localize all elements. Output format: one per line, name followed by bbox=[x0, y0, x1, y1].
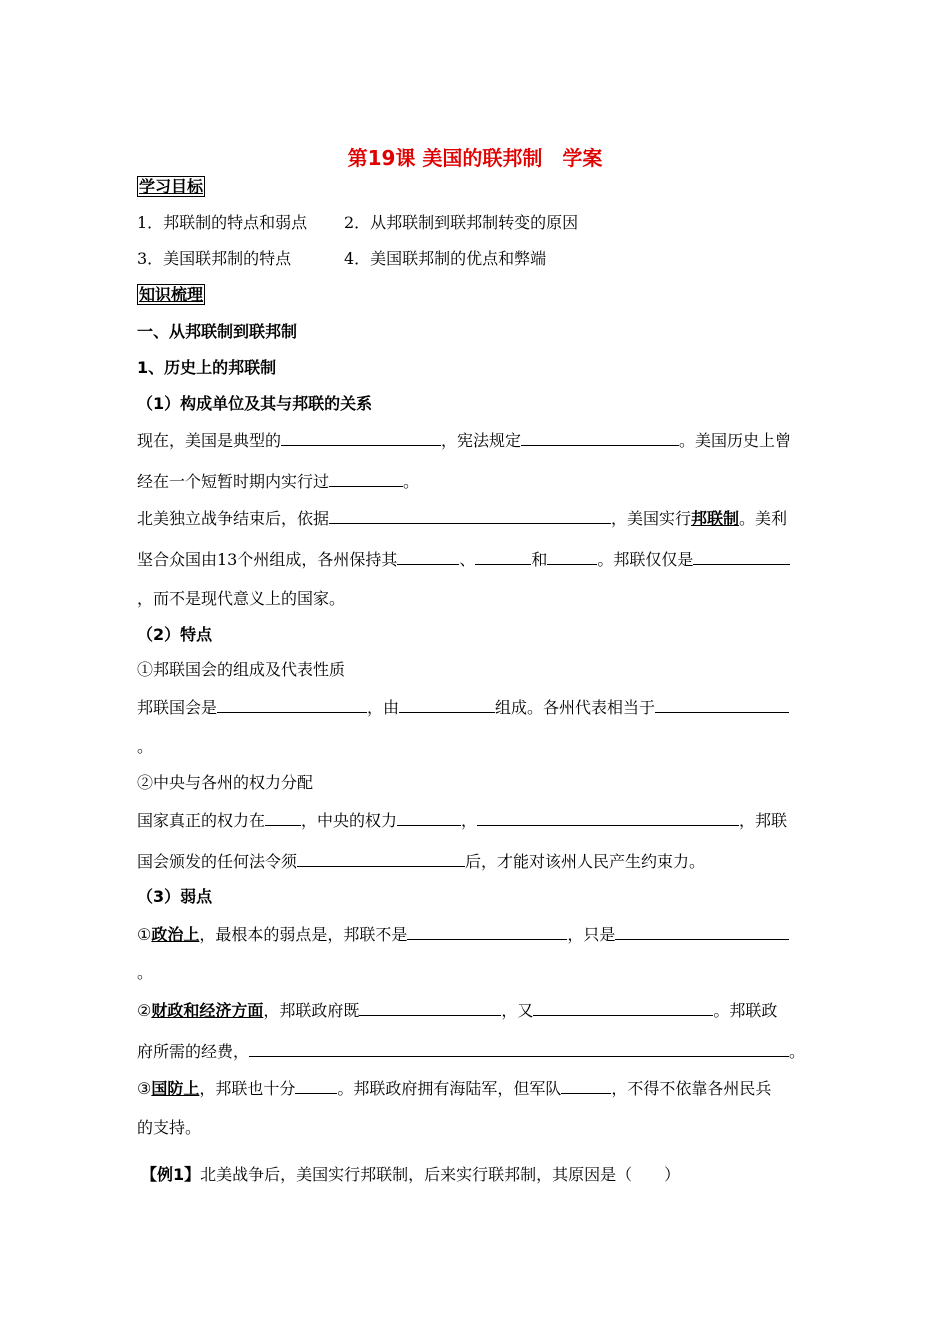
text-line: 府所需的经费， 。 bbox=[137, 1042, 806, 1061]
goal-item: 4．美国联邦制的优点和弊端 bbox=[344, 249, 547, 268]
text-line: 坚合众国由13个州组成，各州保持其 、 和 。邦联仅仅是 bbox=[137, 548, 790, 570]
text-line: 。 bbox=[137, 963, 154, 982]
text-line: ③国防上，邦联也十分 。邦联政府拥有海陆军，但军队 ，不得不依靠各州民兵 bbox=[137, 1079, 772, 1098]
text-line: 现在，美国是典型的 ，宪法规定 。美国历史上曾 bbox=[137, 431, 792, 450]
fill-blank[interactable] bbox=[655, 696, 789, 713]
subsection-heading: 1、历史上的邦联制 bbox=[137, 358, 277, 377]
part-heading: （1）构成单位及其与邦联的关系 bbox=[137, 394, 373, 413]
fill-blank[interactable] bbox=[477, 809, 739, 826]
key-term: 财政和经济方面 bbox=[151, 1001, 264, 1020]
text-line: 经在一个短暂时期内实行过 。 bbox=[137, 472, 420, 491]
text-line: ②财政和经济方面，邦联政府既 ，又 。邦联政 bbox=[137, 1001, 778, 1020]
text-line: 国会颁发的任何法令须 后，才能对该州人民产生约束力。 bbox=[137, 852, 706, 871]
key-term: 邦联制 bbox=[691, 509, 740, 528]
text-line: ①政治上，最根本的弱点是，邦联不是 ，只是 bbox=[137, 923, 789, 945]
key-term: 政治上 bbox=[151, 925, 200, 944]
fill-blank[interactable] bbox=[399, 696, 495, 713]
fill-blank[interactable] bbox=[249, 1040, 789, 1057]
text-line: 邦联国会是 ，由 组成。各州代表相当于 bbox=[137, 696, 789, 718]
fill-blank[interactable] bbox=[329, 470, 403, 487]
fill-blank[interactable] bbox=[521, 429, 679, 446]
fill-blank[interactable] bbox=[281, 429, 441, 446]
page-title: 第19课 美国的联邦制 学案 bbox=[347, 146, 603, 170]
fill-blank[interactable] bbox=[693, 548, 790, 565]
part-heading: （3）弱点 bbox=[137, 887, 213, 906]
goal-item: 2．从邦联制到联邦制转变的原因 bbox=[344, 213, 579, 232]
fill-blank[interactable] bbox=[329, 507, 611, 524]
text-line: 。 bbox=[137, 737, 154, 756]
section-heading: 一、从邦联制到联邦制 bbox=[137, 322, 298, 341]
fill-blank[interactable] bbox=[533, 999, 713, 1016]
example-question: 【例1】北美战争后，美国实行邦联制，后来实行联邦制，其原因是（ ） bbox=[141, 1165, 681, 1184]
example-label: 【例1】 bbox=[141, 1165, 201, 1184]
fill-blank[interactable] bbox=[407, 923, 567, 940]
knowledge-heading: 知识梳理 bbox=[139, 285, 204, 304]
goals-heading: 学习目标 bbox=[139, 177, 204, 196]
part-heading: （2）特点 bbox=[137, 625, 213, 644]
item-title: ①邦联国会的组成及代表性质 bbox=[137, 660, 346, 679]
fill-blank[interactable] bbox=[217, 696, 367, 713]
fill-blank[interactable] bbox=[359, 999, 501, 1016]
fill-blank[interactable] bbox=[475, 548, 531, 565]
text-line: ，而不是现代意义上的国家。 bbox=[137, 589, 346, 608]
fill-blank[interactable] bbox=[265, 809, 301, 826]
fill-blank[interactable] bbox=[295, 1077, 337, 1094]
fill-blank[interactable] bbox=[297, 850, 465, 867]
fill-blank[interactable] bbox=[615, 923, 789, 940]
item-title: ②中央与各州的权力分配 bbox=[137, 773, 314, 792]
text-line: 国家真正的权力在 ，中央的权力 ， ，邦联 bbox=[137, 811, 788, 830]
goal-item: 3．美国联邦制的特点 bbox=[137, 249, 292, 268]
fill-blank[interactable] bbox=[547, 548, 597, 565]
goal-item: 1．邦联制的特点和弱点 bbox=[137, 213, 308, 232]
text-line: 北美独立战争结束后，依据 ，美国实行邦联制。美利 bbox=[137, 509, 788, 528]
text-line: 的支持。 bbox=[137, 1118, 202, 1137]
fill-blank[interactable] bbox=[561, 1077, 611, 1094]
fill-blank[interactable] bbox=[397, 548, 459, 565]
key-term: 国防上 bbox=[151, 1079, 200, 1098]
fill-blank[interactable] bbox=[397, 809, 461, 826]
